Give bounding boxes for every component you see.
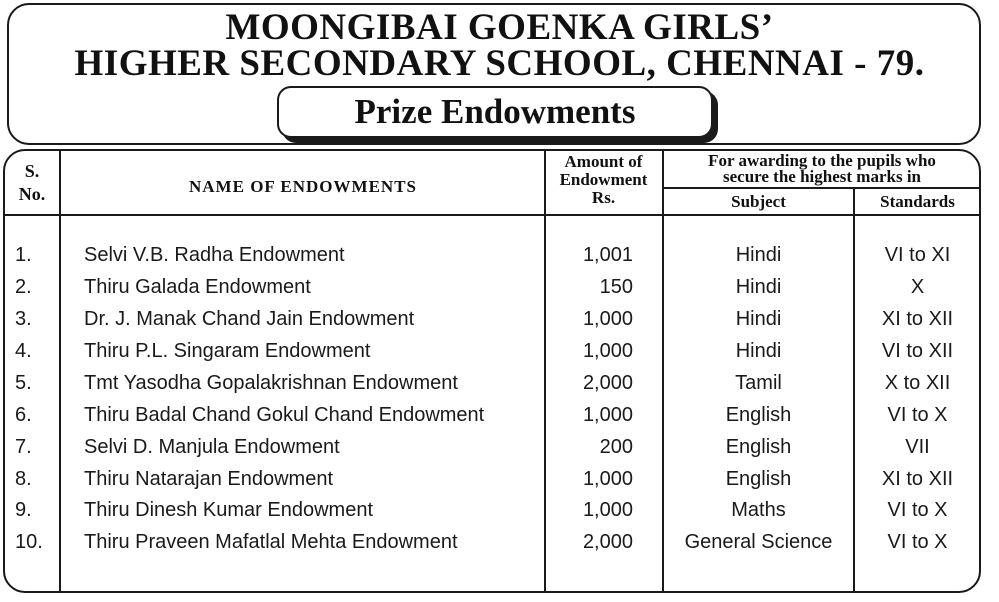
row-standards: VII (905, 436, 930, 458)
table-row (0, 368, 999, 398)
row-amount: 150 (599, 276, 633, 298)
row-standards: X to XII (884, 372, 951, 394)
row-subject: Hindi (735, 308, 782, 330)
column-header-standards: Standards (880, 192, 955, 211)
school-name-line-1: MOONGIBAI GOENKA GIRLS’ (225, 7, 774, 48)
row-endowment-name: Selvi D. Manjula Endowment (84, 436, 340, 458)
column-header-sno-line2: No. (18, 183, 46, 204)
row-endowment-name: Tmt Yasodha Gopalakrishnan Endowment (84, 372, 458, 394)
row-endowment-name: Thiru Dinesh Kumar Endowment (84, 499, 374, 521)
row-subject: Hindi (735, 276, 782, 298)
table-row (0, 240, 999, 270)
column-header-amount-line2: Endowment (559, 169, 648, 189)
row-sno: 10. (15, 531, 43, 553)
row-endowment-name: Selvi V.B. Radha Endowment (84, 244, 345, 266)
row-sno: 9. (15, 499, 32, 521)
header-row-divider (4, 214, 980, 216)
row-standards: XI to XII (881, 308, 954, 330)
row-subject: Hindi (735, 244, 782, 266)
subtitle-badge (277, 86, 720, 144)
column-header-award-line1: For awarding to the pupils who (708, 151, 936, 170)
row-standards: VI to XI (884, 244, 951, 266)
row-endowment-name: Dr. J. Manak Chand Jain Endowment (84, 308, 415, 330)
column-header-sno (5, 160, 59, 205)
award-header-divider (664, 187, 980, 189)
table-row (0, 495, 999, 525)
row-standards: X (910, 276, 925, 298)
page-subtitle: Prize Endowments (277, 86, 713, 138)
row-amount: 200 (599, 436, 633, 458)
row-subject: Maths (731, 499, 786, 521)
row-sno: 1. (15, 244, 32, 266)
table-row (0, 336, 999, 366)
column-header-sno-line1: S. (24, 161, 40, 181)
row-standards: VI to X (887, 531, 948, 553)
row-amount: 1,000 (582, 340, 633, 362)
row-sno: 5. (15, 372, 32, 394)
row-subject: Tamil (735, 372, 782, 394)
row-subject: English (725, 436, 792, 458)
row-subject: English (725, 468, 792, 490)
table-row (0, 527, 999, 557)
row-amount: 1,001 (582, 244, 633, 266)
row-endowment-name: Thiru P.L. Singaram Endowment (84, 340, 371, 362)
row-standards: XI to XII (881, 468, 954, 490)
column-header-amount-line1: Amount of (564, 152, 643, 171)
row-sno: 6. (15, 404, 32, 426)
table-row (0, 272, 999, 302)
row-standards: VI to X (887, 499, 948, 521)
row-amount: 1,000 (582, 404, 633, 426)
row-endowment-name: Thiru Praveen Mafatlal Mehta Endowment (84, 531, 458, 553)
row-standards: VI to X (887, 404, 948, 426)
row-sno: 4. (15, 340, 32, 362)
row-endowment-name: Thiru Natarajan Endowment (84, 468, 334, 490)
column-header-name: NAME OF ENDOWMENTS (189, 177, 417, 196)
row-sno: 7. (15, 436, 32, 458)
school-name-line-2: HIGHER SECONDARY SCHOOL, CHENNAI - 79. (74, 43, 925, 84)
row-subject: English (725, 404, 792, 426)
table-row (0, 464, 999, 494)
row-sno: 3. (15, 308, 32, 330)
row-subject: Hindi (735, 340, 782, 362)
table-row (0, 432, 999, 462)
row-sno: 2. (15, 276, 32, 298)
row-endowment-name: Thiru Badal Chand Gokul Chand Endowment (84, 404, 485, 426)
column-header-amount-line3: Rs. (591, 187, 616, 207)
row-amount: 2,000 (582, 531, 633, 553)
row-amount: 2,000 (582, 372, 633, 394)
row-amount: 1,000 (582, 468, 633, 490)
row-amount: 1,000 (582, 499, 633, 521)
row-amount: 1,000 (582, 308, 633, 330)
row-sno: 8. (15, 468, 32, 490)
table-row (0, 304, 999, 334)
column-header-award-line2: secure the highest marks in (722, 167, 921, 187)
column-header-award (664, 153, 980, 185)
row-standards: VI to XII (881, 340, 954, 362)
column-header-amount (546, 153, 661, 207)
column-header-subject: Subject (731, 192, 786, 211)
table-row (0, 400, 999, 430)
row-endowment-name: Thiru Galada Endowment (84, 276, 311, 298)
row-subject: General Science (684, 531, 833, 553)
